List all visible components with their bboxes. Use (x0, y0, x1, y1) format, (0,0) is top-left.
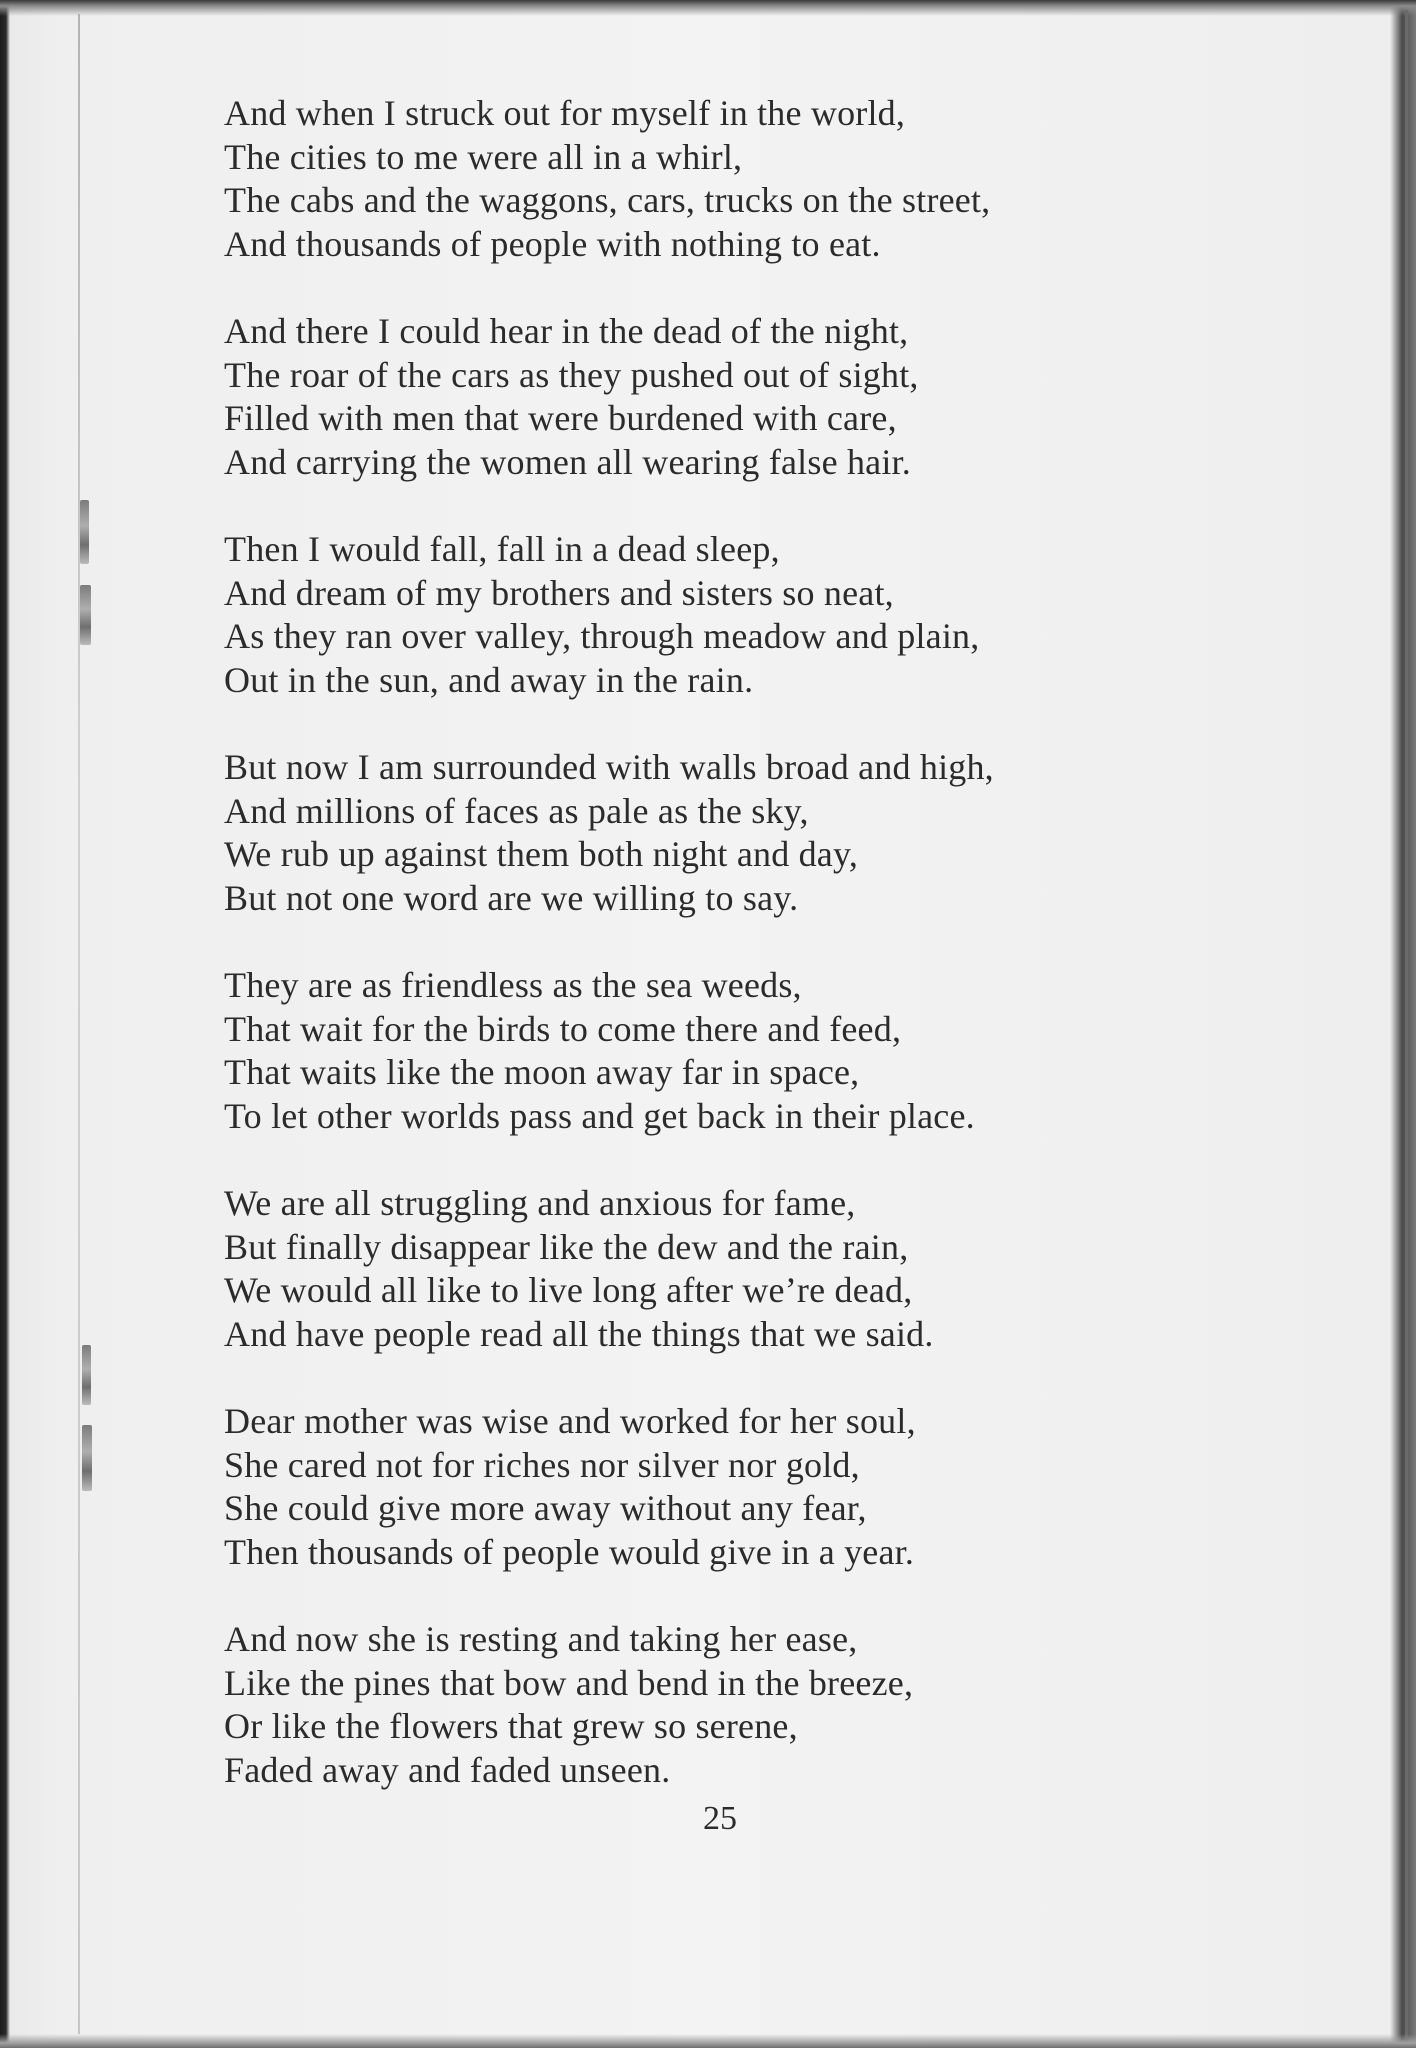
poem-line: And thousands of people with nothing to eat. (224, 223, 881, 264)
poem-line: And when I struck out for myself in the world, (224, 93, 906, 133)
poem-line: Like the pines that bow and bend in the breeze, (224, 1662, 914, 1703)
poem-line: The cabs and the waggons, cars, trucks on the street, (224, 180, 991, 220)
poem-line: And now she is resting and taking her ease, (224, 1619, 858, 1659)
binding-mark (80, 500, 89, 564)
poem-line: And millions of faces as pale as the sky, (224, 790, 809, 831)
stanza (224, 964, 1224, 1138)
poem-line: Then thousands of people would give in a year. (224, 1531, 915, 1572)
stanza (224, 310, 1224, 484)
poem-line: Dear mother was wise and worked for her soul, (224, 1401, 916, 1441)
poem-line: They are as friendless as the sea weeds, (224, 965, 802, 1005)
poem-line: Or like the flowers that grew so serene, (224, 1706, 798, 1746)
poem-line: But not one word are we willing to say. (224, 877, 799, 918)
poem-line: But now I am surrounded with walls broad and high, (224, 747, 994, 787)
poem-line: To let other worlds pass and get back in their place. (224, 1095, 975, 1136)
stanza (224, 528, 1224, 702)
poem-line: And have people read all the things that we said. (224, 1313, 934, 1354)
top-edge-shadow (0, 0, 1416, 16)
stanza (224, 746, 1224, 920)
binding-mark (80, 585, 91, 645)
stanza (224, 1182, 1224, 1356)
binding-mark (82, 1425, 92, 1491)
poem-line: We are all struggling and anxious for fame, (224, 1183, 856, 1223)
binding-gutter (78, 14, 80, 2034)
poem-line: Then I would fall, fall in a dead sleep, (224, 529, 780, 569)
poem-body (224, 92, 1224, 1836)
poem-line: Faded away and faded unseen. (224, 1749, 671, 1790)
poem-line: She cared not for riches nor silver nor gold, (224, 1444, 860, 1485)
bottom-edge-shadow (0, 2034, 1416, 2048)
poem-line: Filled with men that were burdened with care, (224, 398, 897, 438)
poem-line: The cities to me were all in a whirl, (224, 136, 743, 177)
poem-line: She could give more away without any fear, (224, 1488, 867, 1528)
stanza (224, 1618, 1224, 1792)
poem-line: We rub up against them both night and day, (224, 834, 859, 874)
poem-line: That waits like the moon away far in space, (224, 1052, 860, 1092)
stanza (224, 1400, 1224, 1574)
page-number: 25 (703, 1800, 737, 1837)
poem-line: We would all like to live long after we’re dead, (224, 1270, 913, 1310)
stanza (224, 92, 1224, 266)
poem-line: And there I could hear in the dead of the night, (224, 311, 909, 351)
poem-line: And dream of my brothers and sisters so neat, (224, 572, 894, 613)
binding-mark (82, 1345, 91, 1405)
poem-line: The roar of the cars as they pushed out of sight, (224, 354, 919, 395)
page-right-edge (1405, 10, 1408, 2038)
poem-line: And carrying the women all wearing false hair. (224, 441, 911, 482)
poem-line: As they ran over valley, through meadow and plain, (224, 616, 980, 656)
poem-line: That wait for the birds to come there and feed, (224, 1008, 902, 1049)
poem-line: But finally disappear like the dew and the rain, (224, 1226, 909, 1267)
poem-line: Out in the sun, and away in the rain. (224, 659, 754, 700)
